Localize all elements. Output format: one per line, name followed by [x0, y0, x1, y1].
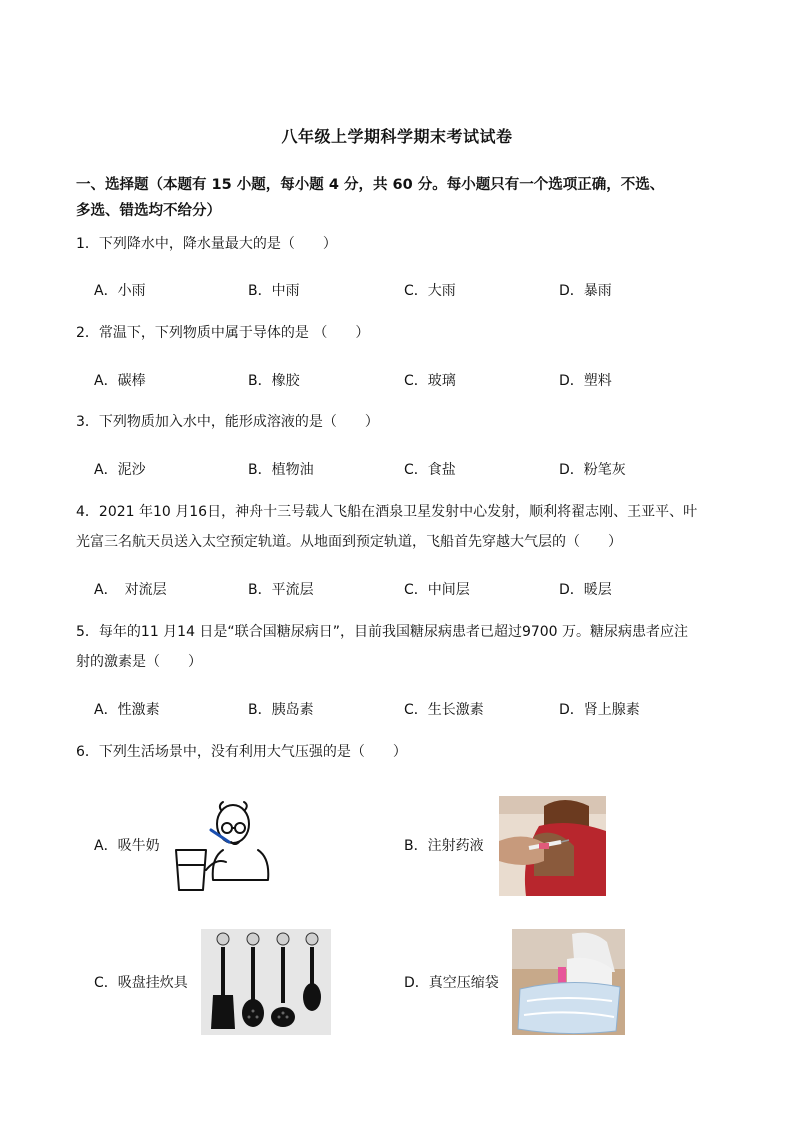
q1-option-d[interactable]: D．暴雨 — [559, 283, 612, 299]
q5-option-a[interactable]: A．性激素 — [94, 702, 160, 718]
q4-option-c[interactable]: C．中间层 — [404, 582, 470, 598]
question-5-stem-line-2: 射的激素是（ ） — [76, 654, 202, 670]
question-4-stem-line-2: 光富三名航天员送入太空预定轨道。从地面到预定轨道，飞船首先穿越大气层的（ ） — [76, 534, 622, 550]
q2-option-d[interactable]: D．塑料 — [559, 373, 612, 389]
q6-option-a[interactable]: A．吸牛奶 — [94, 838, 160, 854]
section-heading-line-2: 多选、错选均不给分） — [76, 203, 221, 219]
q3-option-b[interactable]: B．植物油 — [248, 462, 314, 478]
question-1-stem — [76, 229, 726, 259]
q6-option-b[interactable]: B．注射药液 — [404, 838, 484, 854]
question-2-stem-line: 2．常温下，下列物质中属于导体的是 （ ） — [76, 325, 370, 341]
q4-option-a[interactable]: A． 对流层 — [94, 582, 167, 598]
suction-hooks-photo — [201, 929, 331, 1035]
question-4-stem-line-1: 4．2021 年10 月16日，神舟十三号载人飞船在酒泉卫星发射中心发射，顺利将翟志刚、王亚平、叶 — [76, 504, 698, 520]
question-5-stem-line-1: 5．每年的11 月14 日是“联合国糖尿病日”，目前我国糖尿病患者已超过9700 万。糖尿病患者应注 — [76, 624, 689, 640]
section-heading — [76, 172, 736, 224]
section-heading-line-1: 一、选择题（本题有 15 小题，每小题 4 分，共 60 分。每小题只有一个选项正确，不选、 — [76, 177, 665, 193]
q4-option-b[interactable]: B．平流层 — [248, 582, 314, 598]
question-5-stem — [76, 617, 726, 677]
q1-option-a[interactable]: A．小雨 — [94, 283, 146, 299]
q2-option-a[interactable]: A．碳棒 — [94, 373, 146, 389]
question-3-stem — [76, 407, 726, 437]
q5-option-c[interactable]: C．生长激素 — [404, 702, 484, 718]
q3-option-a[interactable]: A．泥沙 — [94, 462, 146, 478]
q2-option-b[interactable]: B．橡胶 — [248, 373, 300, 389]
drinking-milk-picture — [171, 790, 279, 895]
injection-photo — [499, 796, 606, 896]
question-6-stem — [76, 737, 726, 767]
question-1-stem-line: 1．下列降水中，降水量最大的是（ ） — [76, 236, 337, 252]
q3-option-d[interactable]: D．粉笔灰 — [559, 462, 626, 478]
vacuum-bag-photo — [512, 929, 625, 1035]
q1-option-b[interactable]: B．中雨 — [248, 283, 300, 299]
q6-option-c[interactable]: C．吸盘挂炊具 — [94, 975, 188, 991]
q6-option-d[interactable]: D．真空压缩袋 — [404, 975, 499, 991]
question-2-stem — [76, 318, 726, 348]
question-3-stem-line: 3．下列物质加入水中，能形成溶液的是（ ） — [76, 414, 379, 430]
q2-option-c[interactable]: C．玻璃 — [404, 373, 456, 389]
q1-option-c[interactable]: C．大雨 — [404, 283, 456, 299]
q5-option-d[interactable]: D．肾上腺素 — [559, 702, 640, 718]
q3-option-c[interactable]: C．食盐 — [404, 462, 456, 478]
q5-option-b[interactable]: B．胰岛素 — [248, 702, 314, 718]
question-4-stem — [76, 497, 726, 557]
q4-option-d[interactable]: D．暖层 — [559, 582, 612, 598]
question-6-stem-line: 6．下列生活场景中，没有利用大气压强的是（ ） — [76, 744, 407, 760]
exam-title: 八年级上学期科学期末考试试卷 — [281, 127, 513, 146]
